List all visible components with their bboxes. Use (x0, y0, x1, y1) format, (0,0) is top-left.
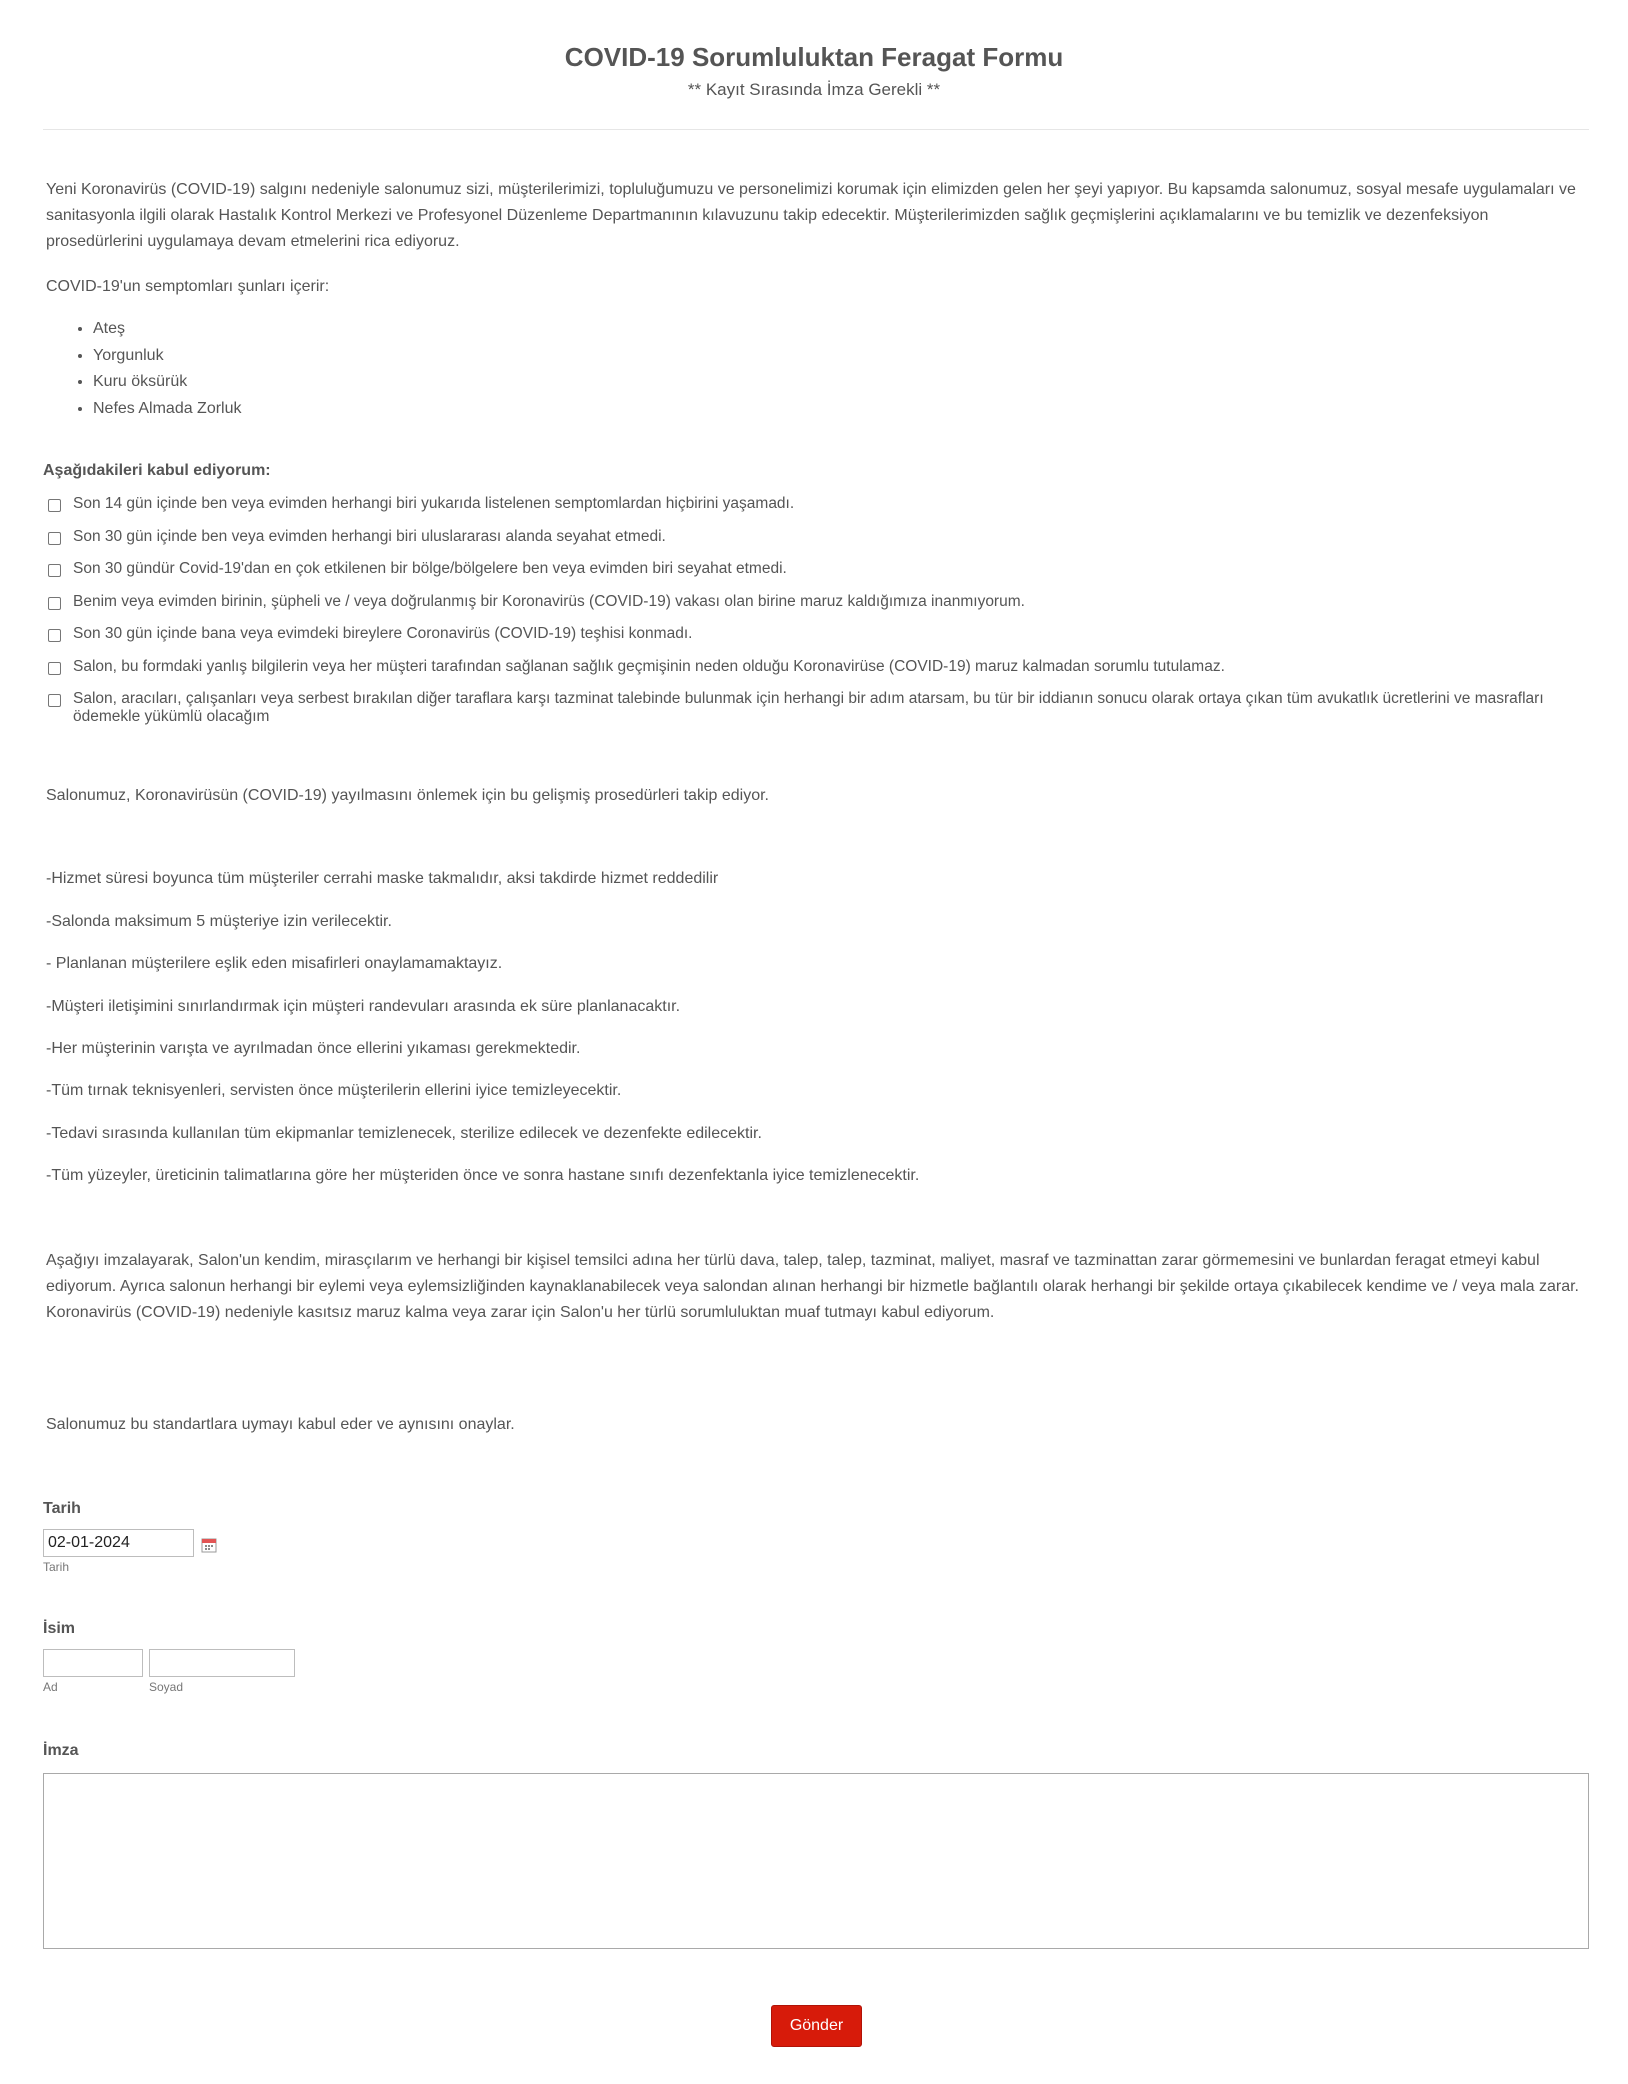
checkbox-label: Son 14 gün içinde ben veya evimden herhangi biri yukarıda listelenen semptomlardan hiçbirini yaşamadı. (73, 495, 795, 512)
checkbox[interactable] (48, 662, 61, 675)
acceptance-checklist (48, 493, 1588, 739)
form-title: COVID-19 Sorumluluktan Feragat Formu (564, 42, 1064, 72)
procedure-item: -Tedavi sırasında kullanılan tüm ekipmanlar temizlenecek, sterilize edilecek ve dezenfekte edilecektir. (46, 1125, 762, 1142)
checkbox[interactable] (48, 597, 61, 610)
checkbox-label: Salon, aracıları, çalışanları veya serbest bırakılan diğer taraflara karşı tazminat talebinde bulunmak için herhangi bir adım atarsam, bu tür bir iddianın sonucu olarak ortaya çıkan tüm avukatlık ücretlerini ve masrafları ödemekle yükümlü olacağım (73, 690, 1544, 725)
checkbox-label: Son 30 gün içinde bana veya evimdeki bireylere Coronavirüs (COVID-19) teşhisi konmadı. (73, 625, 693, 642)
procedure-item: -Müşteri iletişimini sınırlandırmak için müşteri randevuları arasında ek süre planlanacaktır. (46, 998, 681, 1015)
list-item: • Nefes Almada Zorluk (93, 396, 242, 423)
checkbox[interactable] (48, 532, 61, 545)
procedure-item: -Her müşterinin varışta ve ayrılmadan önce ellerini yıkaması gerekmektedir. (46, 1040, 581, 1057)
checkbox-label: Son 30 gün içinde ben veya evimden herhangi biri uluslararası alanda seyahat etmedi. (73, 527, 666, 545)
acceptance-item[interactable] (48, 493, 1588, 513)
first-name-sublabel: Ad (43, 1680, 58, 1694)
waiver-paragraph: Aşağıyı imzalayarak, Salon'un kendim, mirasçılarım ve herhangi bir kişisel temsilci adına her türlü dava, talep, talep, tazminat, maliyet, masraf ve tazminattan zarar görmemesini ve bunlardan feragat etmeyi kabul ediyorum. Ayrıca salonun herhangi bir eylemi veya eylemsizliğinden kaynaklanabilecek veya salondan alınan herhangi bir hizmetle bağlantılı olarak herhangi bir şekilde ortaya çıkabilecek kendime ve / veya mala zarar. Koronavirüs (COVID-19) nedeniyle kasıtsız maruz kalma veya zarar için Salon'u her türlü sorumluluktan muaf tutmayı kabul ediyorum. (46, 1252, 1579, 1321)
list-item: • Ateş (93, 316, 242, 343)
procedure-item: -Salonda maksimum 5 müşteriye izin verilecektir. (46, 913, 392, 930)
date-input[interactable] (43, 1529, 194, 1557)
symptoms-list (46, 316, 242, 422)
checkbox[interactable] (48, 564, 61, 577)
signature-pad[interactable] (43, 1773, 1589, 1949)
checkbox[interactable] (48, 694, 61, 707)
procedure-item: -Hizmet süresi boyunca tüm müşteriler cerrahi maske takmalıdır, aksi takdirde hizmet reddedilir (46, 870, 719, 887)
procedure-item: -Tüm yüzeyler, üreticinin talimatlarına göre her müşteriden önce ve sonra hastane sınıfı dezenfektanla iyice temizlenecektir. (46, 1167, 920, 1184)
checkbox-label: Son 30 gündür Covid-19'dan en çok etkilenen bir bölge/bölgelere ben veya evimden biri seyahat etmedi. (73, 560, 787, 577)
header-divider (43, 129, 1589, 130)
last-name-sublabel: Soyad (149, 1680, 184, 1694)
list-item: • Kuru öksürük (93, 369, 242, 396)
procedure-item: - Planlanan müşterilere eşlik eden misafirleri onaylamamaktayız. (46, 955, 503, 972)
last-name-input[interactable] (149, 1649, 295, 1677)
checkbox-label: Benim veya evimden birinin, şüpheli ve / veya doğrulanmış bir Koronavirüs (COVID-19) vakası olan birine maruz kaldığımıza inanmıyorum. (73, 592, 1025, 610)
intro-paragraph: Yeni Koronavirüs (COVID-19) salgını nedeniyle salonumuz sizi, müşterilerimizi, topluluğumuzu ve personelimizi korumak için elimizden gelen her şeyi yapıyor. Bu kapsamda salonumuz, sosyal mesafe uygulamaları ve sanitasyonla ilgili olarak Hastalık Kontrol Merkezi ve Profesyonel Düzenleme Departmanının kılavuzunu takip edecektir. Müşterilerimizden sağlık geçmişlerini açıklamalarını ve bu temizlik ve dezenfeksiyon prosedürlerini uygulamaya devam etmelerini rica ediyoruz. (46, 181, 1576, 250)
first-name-input[interactable] (43, 1649, 143, 1677)
signature-label: İmza (43, 1742, 79, 1759)
procedure-item: -Tüm tırnak teknisyenleri, servisten önce müşterilerin ellerini iyice temizleyecektir. (46, 1082, 622, 1099)
acceptance-item[interactable] (48, 591, 1588, 611)
calendar-icon[interactable] (201, 1537, 217, 1553)
submit-button[interactable]: Gönder (771, 2005, 862, 2047)
symptoms-heading: COVID-19'un semptomları şunları içerir: (46, 278, 330, 295)
procedures-intro: Salonumuz, Koronavirüsün (COVID-19) yayılmasını önlemek için bu gelişmiş prosedürleri takip ediyor. (46, 787, 769, 804)
checkbox[interactable] (48, 629, 61, 642)
acceptance-item[interactable] (48, 558, 1588, 578)
date-sublabel: Tarih (43, 1560, 70, 1574)
checkbox[interactable] (48, 499, 61, 512)
list-item: • Yorgunluk (93, 343, 242, 370)
checkbox-label: Salon, bu formdaki yanlış bilgilerin veya her müşteri tarafından sağlanan sağlık geçmişinin neden olduğu Koronavirüse (COVID-19) maruz kalmadan sorumlu tutulamaz. (73, 657, 1225, 675)
acceptance-item[interactable] (48, 526, 1588, 546)
form-subtitle: ** Kayıt Sırasında İmza Gerekli ** (687, 80, 941, 99)
acceptance-item[interactable] (48, 656, 1588, 676)
acceptance-item[interactable] (48, 688, 1588, 726)
form-header (0, 0, 1628, 102)
name-label: İsim (43, 1620, 76, 1637)
acceptance-label: Aşağıdakileri kabul ediyorum: (43, 462, 271, 479)
standards-statement: Salonumuz bu standartlara uymayı kabul eder ve aynısını onaylar. (46, 1416, 515, 1433)
date-label: Tarih (43, 1500, 81, 1517)
acceptance-item[interactable] (48, 623, 1588, 643)
